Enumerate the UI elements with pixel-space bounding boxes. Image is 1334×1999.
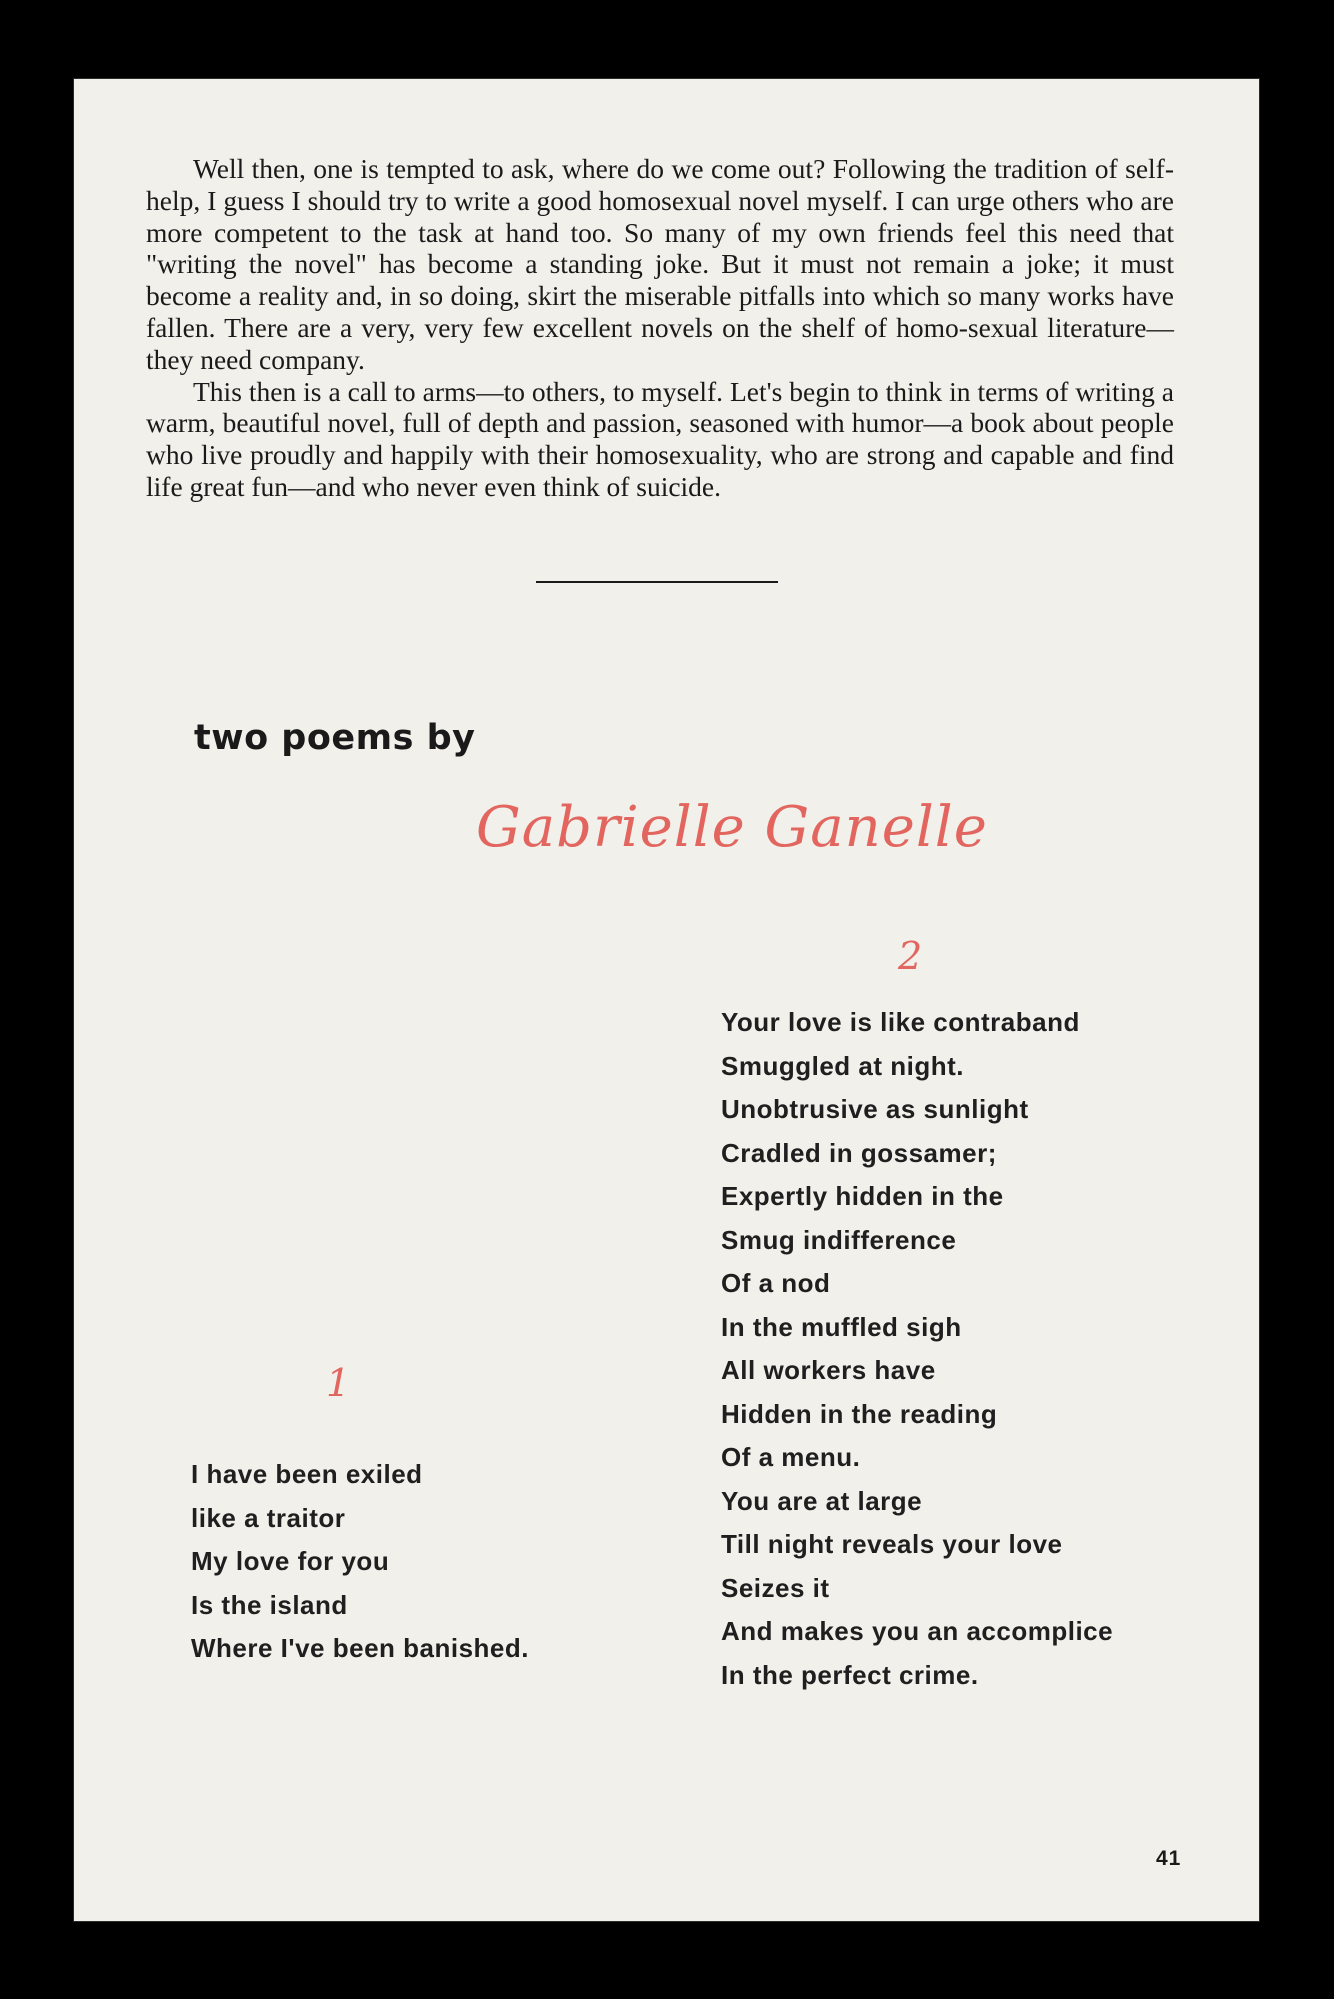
poem-2-number: 2	[898, 934, 923, 978]
poem-line: Your love is like contraband	[721, 1007, 1080, 1037]
poem-2	[721, 1001, 1113, 1697]
article-paragraph: Well then, one is tempted to ask, where do we come out? Following the tradition of self-help, I guess I should try to write a good homosexual novel myself. I can urge others who are more competent to the task at hand too. So many of my own friends feel this need that "writing the novel" has become a standing joke. But it must not remain a joke; it must become a reality and, in so doing, skirt the miserable pitfalls into which so many works have fallen. There are a very, very few excellent novels on the shelf of homo-sexual literature—they need company.	[146, 153, 1174, 375]
poem-line: Is the island	[191, 1589, 348, 1620]
poem-line: In the perfect crime.	[721, 1659, 979, 1690]
poem-line: And makes you an accomplice	[721, 1616, 1114, 1646]
poem-line: Smug indifference	[721, 1224, 957, 1255]
poem-line: Till night reveals your love	[721, 1529, 1063, 1559]
poem-line: Expertly hidden in the	[721, 1181, 1004, 1211]
article-text	[146, 153, 1174, 503]
poem-line: Hidden in the reading	[721, 1398, 998, 1429]
magazine-page	[74, 79, 1259, 1921]
poem-line: I have been exiled	[191, 1459, 423, 1489]
poems-heading: two poems by	[194, 718, 476, 758]
poem-line: Of a menu.	[721, 1442, 861, 1472]
poem-line: Unobtrusive as sunlight	[721, 1094, 1029, 1124]
poem-line: Of a nod	[721, 1268, 831, 1298]
poem-line: You are at large	[721, 1485, 923, 1516]
article-paragraph: This then is a call to arms—to others, to myself. Let's begin to think in terms of writing a warm, beautiful novel, full of depth and passion, seasoned with humor—a book about people who live proudly and happily with their homosexuality, who are strong and capable and find life great fun—and who never even think of suicide.	[146, 375, 1174, 502]
author-signature: Gabrielle Ganelle	[476, 795, 988, 860]
poem-line: Smuggled at night.	[721, 1050, 964, 1081]
section-divider	[536, 581, 778, 583]
poem-line: Seizes it	[721, 1572, 830, 1603]
poem-line: like a traitor	[191, 1502, 346, 1533]
poem-line: Where I've been banished.	[191, 1633, 529, 1663]
poem-1-number: 1	[326, 1361, 351, 1405]
poem-line: All workers have	[721, 1355, 936, 1385]
poem-1	[191, 1453, 529, 1671]
poem-line: My love for you	[191, 1546, 390, 1576]
page-number: 41	[1156, 1847, 1182, 1870]
poem-line: Cradled in gossamer;	[721, 1137, 997, 1168]
poem-line: In the muffled sigh	[721, 1311, 962, 1342]
